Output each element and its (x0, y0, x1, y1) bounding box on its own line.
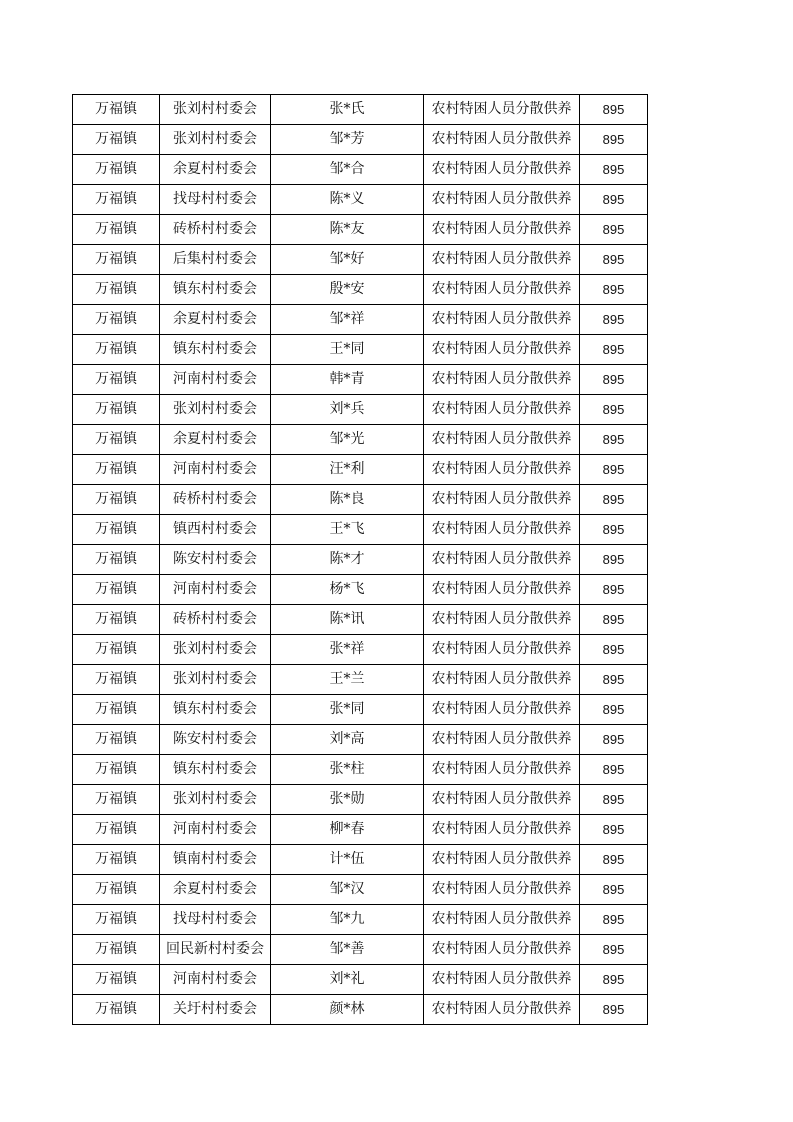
category-cell: 农村特困人员分散供养 (424, 905, 580, 935)
amount-cell: 895 (580, 635, 648, 665)
name-cell: 刘*礼 (271, 965, 424, 995)
category-cell: 农村特困人员分散供养 (424, 785, 580, 815)
table-row (73, 935, 648, 965)
category-cell: 农村特困人员分散供养 (424, 665, 580, 695)
amount-cell: 895 (580, 275, 648, 305)
table-row (73, 635, 648, 665)
table-row (73, 725, 648, 755)
amount-cell: 895 (580, 845, 648, 875)
amount-cell: 895 (580, 245, 648, 275)
village-cell: 余夏村村委会 (160, 155, 271, 185)
table-row (73, 545, 648, 575)
town-cell: 万福镇 (73, 545, 160, 575)
amount-cell: 895 (580, 605, 648, 635)
table-row (73, 335, 648, 365)
table-row (73, 425, 648, 455)
town-cell: 万福镇 (73, 725, 160, 755)
category-cell: 农村特困人员分散供养 (424, 95, 580, 125)
village-cell: 河南村村委会 (160, 575, 271, 605)
amount-cell: 895 (580, 305, 648, 335)
village-cell: 河南村村委会 (160, 365, 271, 395)
category-cell: 农村特困人员分散供养 (424, 965, 580, 995)
category-cell: 农村特困人员分散供养 (424, 275, 580, 305)
village-cell: 张刘村村委会 (160, 95, 271, 125)
category-cell: 农村特困人员分散供养 (424, 725, 580, 755)
category-cell: 农村特困人员分散供养 (424, 215, 580, 245)
table-row (73, 605, 648, 635)
table-row (73, 305, 648, 335)
category-cell: 农村特困人员分散供养 (424, 575, 580, 605)
category-cell: 农村特困人员分散供养 (424, 335, 580, 365)
category-cell: 农村特困人员分散供养 (424, 455, 580, 485)
town-cell: 万福镇 (73, 875, 160, 905)
recipient-table (72, 94, 648, 1025)
name-cell: 杨*飞 (271, 575, 424, 605)
village-cell: 张刘村村委会 (160, 395, 271, 425)
name-cell: 张*同 (271, 695, 424, 725)
table-row (73, 995, 648, 1025)
amount-cell: 895 (580, 155, 648, 185)
town-cell: 万福镇 (73, 935, 160, 965)
category-cell: 农村特困人员分散供养 (424, 815, 580, 845)
amount-cell: 895 (580, 875, 648, 905)
category-cell: 农村特困人员分散供养 (424, 125, 580, 155)
amount-cell: 895 (580, 815, 648, 845)
name-cell: 邹*芳 (271, 125, 424, 155)
name-cell: 韩*青 (271, 365, 424, 395)
town-cell: 万福镇 (73, 335, 160, 365)
town-cell: 万福镇 (73, 605, 160, 635)
town-cell: 万福镇 (73, 455, 160, 485)
name-cell: 陈*义 (271, 185, 424, 215)
category-cell: 农村特困人员分散供养 (424, 935, 580, 965)
town-cell: 万福镇 (73, 515, 160, 545)
name-cell: 陈*良 (271, 485, 424, 515)
town-cell: 万福镇 (73, 995, 160, 1025)
town-cell: 万福镇 (73, 365, 160, 395)
amount-cell: 895 (580, 545, 648, 575)
town-cell: 万福镇 (73, 425, 160, 455)
amount-cell: 895 (580, 905, 648, 935)
name-cell: 陈*友 (271, 215, 424, 245)
village-cell: 砖桥村村委会 (160, 215, 271, 245)
table-row (73, 665, 648, 695)
category-cell: 农村特困人员分散供养 (424, 755, 580, 785)
table-row (73, 215, 648, 245)
town-cell: 万福镇 (73, 785, 160, 815)
village-cell: 找母村村委会 (160, 905, 271, 935)
town-cell: 万福镇 (73, 245, 160, 275)
category-cell: 农村特困人员分散供养 (424, 875, 580, 905)
amount-cell: 895 (580, 515, 648, 545)
village-cell: 找母村村委会 (160, 185, 271, 215)
village-cell: 张刘村村委会 (160, 635, 271, 665)
town-cell: 万福镇 (73, 815, 160, 845)
table-row (73, 95, 648, 125)
category-cell: 农村特困人员分散供养 (424, 245, 580, 275)
amount-cell: 895 (580, 125, 648, 155)
amount-cell: 895 (580, 785, 648, 815)
category-cell: 农村特困人员分散供养 (424, 545, 580, 575)
table-row (73, 365, 648, 395)
town-cell: 万福镇 (73, 395, 160, 425)
name-cell: 邹*合 (271, 155, 424, 185)
village-cell: 回民新村村委会 (160, 935, 271, 965)
name-cell: 王*同 (271, 335, 424, 365)
village-cell: 余夏村村委会 (160, 875, 271, 905)
village-cell: 余夏村村委会 (160, 425, 271, 455)
table-row (73, 455, 648, 485)
amount-cell: 895 (580, 485, 648, 515)
name-cell: 邹*汉 (271, 875, 424, 905)
name-cell: 颜*林 (271, 995, 424, 1025)
table-row (73, 125, 648, 155)
village-cell: 河南村村委会 (160, 965, 271, 995)
table-row (73, 845, 648, 875)
village-cell: 镇东村村委会 (160, 275, 271, 305)
category-cell: 农村特困人员分散供养 (424, 695, 580, 725)
town-cell: 万福镇 (73, 965, 160, 995)
category-cell: 农村特困人员分散供养 (424, 425, 580, 455)
name-cell: 邹*光 (271, 425, 424, 455)
name-cell: 邹*九 (271, 905, 424, 935)
village-cell: 张刘村村委会 (160, 665, 271, 695)
village-cell: 镇东村村委会 (160, 335, 271, 365)
name-cell: 陈*讯 (271, 605, 424, 635)
category-cell: 农村特困人员分散供养 (424, 305, 580, 335)
village-cell: 镇西村村委会 (160, 515, 271, 545)
town-cell: 万福镇 (73, 695, 160, 725)
village-cell: 关圩村村委会 (160, 995, 271, 1025)
village-cell: 后集村村委会 (160, 245, 271, 275)
village-cell: 镇东村村委会 (160, 755, 271, 785)
table-row (73, 755, 648, 785)
amount-cell: 895 (580, 965, 648, 995)
village-cell: 河南村村委会 (160, 455, 271, 485)
name-cell: 王*兰 (271, 665, 424, 695)
table-row (73, 905, 648, 935)
name-cell: 张*氏 (271, 95, 424, 125)
table-row (73, 395, 648, 425)
village-cell: 砖桥村村委会 (160, 605, 271, 635)
amount-cell: 895 (580, 365, 648, 395)
town-cell: 万福镇 (73, 845, 160, 875)
name-cell: 陈*才 (271, 545, 424, 575)
table-row (73, 515, 648, 545)
amount-cell: 895 (580, 935, 648, 965)
name-cell: 计*伍 (271, 845, 424, 875)
amount-cell: 895 (580, 665, 648, 695)
table-row (73, 575, 648, 605)
town-cell: 万福镇 (73, 95, 160, 125)
category-cell: 农村特困人员分散供养 (424, 395, 580, 425)
town-cell: 万福镇 (73, 755, 160, 785)
name-cell: 邹*好 (271, 245, 424, 275)
town-cell: 万福镇 (73, 305, 160, 335)
table-row (73, 185, 648, 215)
village-cell: 镇南村村委会 (160, 845, 271, 875)
town-cell: 万福镇 (73, 575, 160, 605)
amount-cell: 895 (580, 575, 648, 605)
category-cell: 农村特困人员分散供养 (424, 365, 580, 395)
town-cell: 万福镇 (73, 665, 160, 695)
category-cell: 农村特困人员分散供养 (424, 515, 580, 545)
amount-cell: 895 (580, 425, 648, 455)
town-cell: 万福镇 (73, 905, 160, 935)
name-cell: 张*祥 (271, 635, 424, 665)
village-cell: 张刘村村委会 (160, 125, 271, 155)
amount-cell: 895 (580, 335, 648, 365)
category-cell: 农村特困人员分散供养 (424, 635, 580, 665)
table-row (73, 785, 648, 815)
amount-cell: 895 (580, 395, 648, 425)
category-cell: 农村特困人员分散供养 (424, 995, 580, 1025)
name-cell: 殷*安 (271, 275, 424, 305)
amount-cell: 895 (580, 755, 648, 785)
category-cell: 农村特困人员分散供养 (424, 485, 580, 515)
town-cell: 万福镇 (73, 485, 160, 515)
name-cell: 王*飞 (271, 515, 424, 545)
table-row (73, 965, 648, 995)
village-cell: 陈安村村委会 (160, 725, 271, 755)
town-cell: 万福镇 (73, 275, 160, 305)
amount-cell: 895 (580, 695, 648, 725)
name-cell: 邹*祥 (271, 305, 424, 335)
name-cell: 邹*善 (271, 935, 424, 965)
village-cell: 余夏村村委会 (160, 305, 271, 335)
village-cell: 河南村村委会 (160, 815, 271, 845)
category-cell: 农村特困人员分散供养 (424, 155, 580, 185)
village-cell: 张刘村村委会 (160, 785, 271, 815)
village-cell: 镇东村村委会 (160, 695, 271, 725)
amount-cell: 895 (580, 185, 648, 215)
name-cell: 汪*利 (271, 455, 424, 485)
category-cell: 农村特困人员分散供养 (424, 185, 580, 215)
town-cell: 万福镇 (73, 125, 160, 155)
name-cell: 刘*兵 (271, 395, 424, 425)
recipient-table-body (73, 95, 648, 1025)
town-cell: 万福镇 (73, 155, 160, 185)
amount-cell: 895 (580, 455, 648, 485)
name-cell: 刘*高 (271, 725, 424, 755)
table-row (73, 485, 648, 515)
table-row (73, 155, 648, 185)
category-cell: 农村特困人员分散供养 (424, 605, 580, 635)
town-cell: 万福镇 (73, 215, 160, 245)
town-cell: 万福镇 (73, 635, 160, 665)
amount-cell: 895 (580, 95, 648, 125)
table-row (73, 695, 648, 725)
amount-cell: 895 (580, 215, 648, 245)
amount-cell: 895 (580, 725, 648, 755)
village-cell: 砖桥村村委会 (160, 485, 271, 515)
amount-cell: 895 (580, 995, 648, 1025)
table-row (73, 245, 648, 275)
category-cell: 农村特困人员分散供养 (424, 845, 580, 875)
town-cell: 万福镇 (73, 185, 160, 215)
table-row (73, 815, 648, 845)
name-cell: 张*勋 (271, 785, 424, 815)
village-cell: 陈安村村委会 (160, 545, 271, 575)
name-cell: 张*柱 (271, 755, 424, 785)
table-row (73, 875, 648, 905)
table-row (73, 275, 648, 305)
name-cell: 柳*春 (271, 815, 424, 845)
